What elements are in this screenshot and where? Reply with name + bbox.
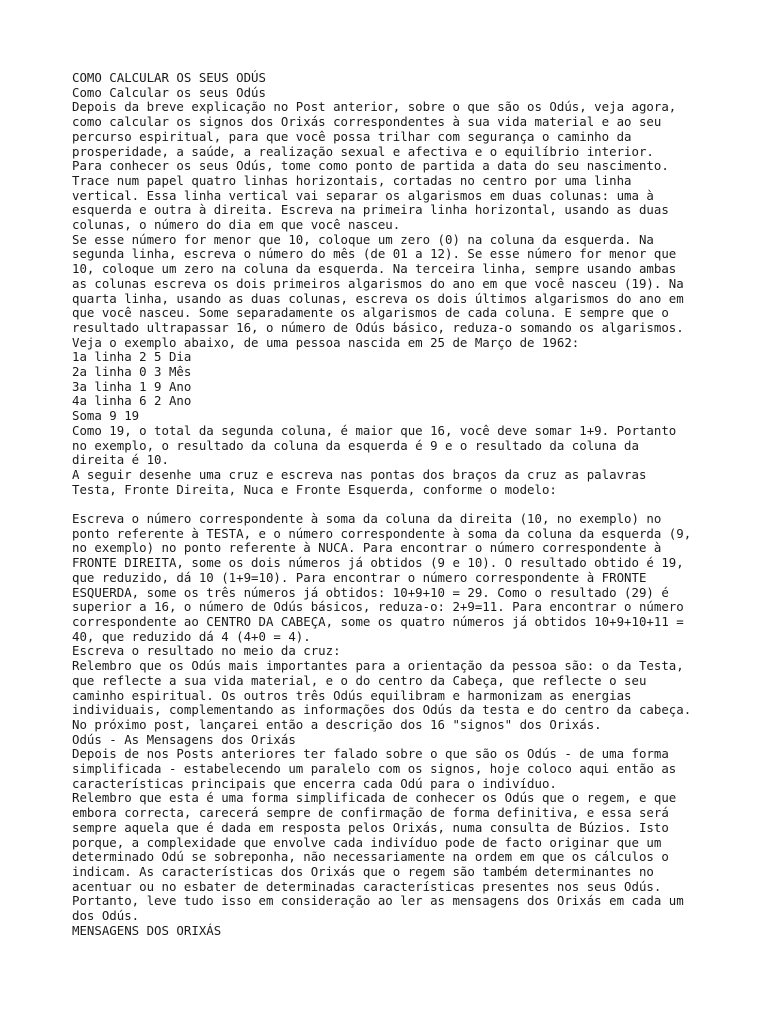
text-line: ponto referente à TESTA, e o número correspondente à soma da coluna da esquerda (9, [72,525,692,541]
text-line: 2a linha 0 3 Mês [72,364,192,380]
text-line: individuais, complementando as informações dos Odús da testa e do centro da cabeça. [72,702,692,718]
text-line: A seguir desenhe uma cruz e escreva nas pontas dos braços da cruz as palavras [72,466,647,482]
text-line: Veja o exemplo abaixo, de uma pessoa nascida em 25 de Março de 1962: [72,334,580,350]
text-line: ESQUERDA, some os três números já obtidos: 10+9+10 = 29. Como o resultado (29) é [72,584,669,600]
text-line: 4a linha 6 2 Ano [72,393,192,409]
text-line: porque, a complexidade que envolve cada indivíduo pode de facto originar que um [72,834,662,850]
document-body [72,71,712,938]
text-line: resultado ultrapassar 16, o número de Odús básico, reduza-o somando os algarismos. [72,319,684,335]
text-line: no exemplo, o resultado da coluna da esquerda é 9 e o resultado da coluna da [72,437,639,453]
text-line: sempre aquela que é dada em resposta pelos Orixás, numa consulta de Búzios. Isto [72,819,669,835]
text-line [72,497,712,512]
text-line: vertical. Essa linha vertical vai separar os algarismos em duas colunas: uma à [72,187,654,203]
text-line: simplificada - estabelecendo um paralelo com os signos, hoje coloco aqui então as [72,761,677,777]
text-line: quarta linha, usando as duas colunas, escreva os dois últimos algarismos do ano em [72,290,684,306]
text-line: Para conhecer os seus Odús, tome como ponto de partida a data do seu nascimento. [72,158,669,174]
text-line: Escreva o número correspondente à soma da coluna da direita (10, no exemplo) no [72,511,662,527]
text-line: No próximo post, lançarei então a descrição dos 16 "signos" dos Orixás. [72,716,602,732]
text-line: dos Odús. [72,908,140,924]
text-line: Escreva o resultado no meio da cruz: [72,643,341,659]
text-line: Depois da breve explicação no Post anterior, sobre o que são os Odús, veja agora, [72,99,677,115]
text-line: FRONTE DIREITA, some os dois números já obtidos (9 e 10). O resultado obtido é 19, [72,555,684,571]
text-line: direita é 10. [72,452,169,468]
text-line: segunda linha, escreva o número do mês (de 01 a 12). Se esse número for menor que [72,246,677,262]
text-line: MENSAGENS DOS ORIXÁS [72,922,222,938]
text-line: as colunas escreva os dois primeiros algarismos do ano em que você nasceu (19). Na [72,275,684,291]
text-line: Trace num papel quatro linhas horizontais, cortadas no centro por uma linha [72,172,632,188]
text-line: colunas, o número do dia em que você nasceu. [72,217,401,233]
text-line: 10, coloque um zero na coluna da esquerda. Na terceira linha, sempre usando ambas [72,261,677,277]
text-line: COMO CALCULAR OS SEUS ODÚS [72,70,266,85]
text-line: Odús - As Mensagens dos Orixás [72,731,296,747]
text-line: que você nasceu. Some separadamente os algarismos de cada coluna. E sempre que o [72,305,669,321]
text-line: Portanto, leve tudo isso em consideração ao ler as mensagens dos Orixás em cada um [72,893,684,909]
text-line: características principais que encerra cada Odú para o indivíduo. [72,775,557,791]
text-line: Como 19, o total da segunda coluna, é maior que 16, você deve somar 1+9. Portanto [72,422,677,438]
text-line: 1a linha 2 5 Dia [72,349,192,365]
text-line: Soma 9 19 [72,408,140,424]
text-line: correspondente ao CENTRO DA CABEÇA, some os quatro números já obtidos 10+9+10+11 = [72,614,684,629]
text-line: esquerda e outra à direita. Escreva na primeira linha horizontal, usando as duas [72,202,669,218]
text-line: que reflecte a sua vida material, e o do centro da Cabeça, que reflecte o seu [72,672,647,688]
text-line: embora correcta, carecerá sempre de confirmação de forma definitiva, e essa será [72,805,669,821]
text-line: como calcular os signos dos Orixás correspondentes à sua vida material e ao seu [72,114,662,130]
text-line: indicam. As características dos Orixás que o regem são também determinantes no [72,863,654,879]
text-line: prosperidade, a saúde, a realização sexual e afectiva e o equilíbrio interior. [72,143,654,159]
text-line: Relembro que os Odús mais importantes para a orientação da pessoa são: o da Testa, [72,658,684,674]
text-line: Se esse número for menor que 10, coloque um zero (0) na coluna da esquerda. Na [72,231,654,247]
text-line: superior a 16, o número de Odús básicos, reduza-o: 2+9=11. Para encontrar o número [72,599,684,615]
text-line: 3a linha 1 9 Ano [72,378,192,394]
text-line: no exemplo) no ponto referente à NUCA. Para encontrar o número correspondente à [72,540,662,556]
text-line: 40, que reduzido dá 4 (4+0 = 4). [72,628,311,644]
text-line: Como Calcular os seus Odús [72,84,266,100]
text-line: Depois de nos Posts anteriores ter falado sobre o que são os Odús - de uma forma [72,746,669,762]
text-line: caminho espiritual. Os outros três Odús equilibram e harmonizam as energias [72,687,632,703]
text-line: acentuar ou no esbater de determinadas características presentes nos seus Odús. [72,878,662,894]
text-line: Testa, Fronte Direita, Nuca e Fronte Esquerda, conforme o modelo: [72,481,557,497]
text-line: determinado Odú se sobreponha, não necessariamente na ordem em que os cálculos o [72,849,669,865]
text-line: que reduzido, dá 10 (1+9=10). Para encontrar o número correspondente à FRONTE [72,569,647,585]
text-line: percurso espiritual, para que você possa trilhar com segurança o caminho da [72,128,632,144]
text-line: Relembro que esta é uma forma simplificada de conhecer os Odús que o regem, e que [72,790,677,806]
